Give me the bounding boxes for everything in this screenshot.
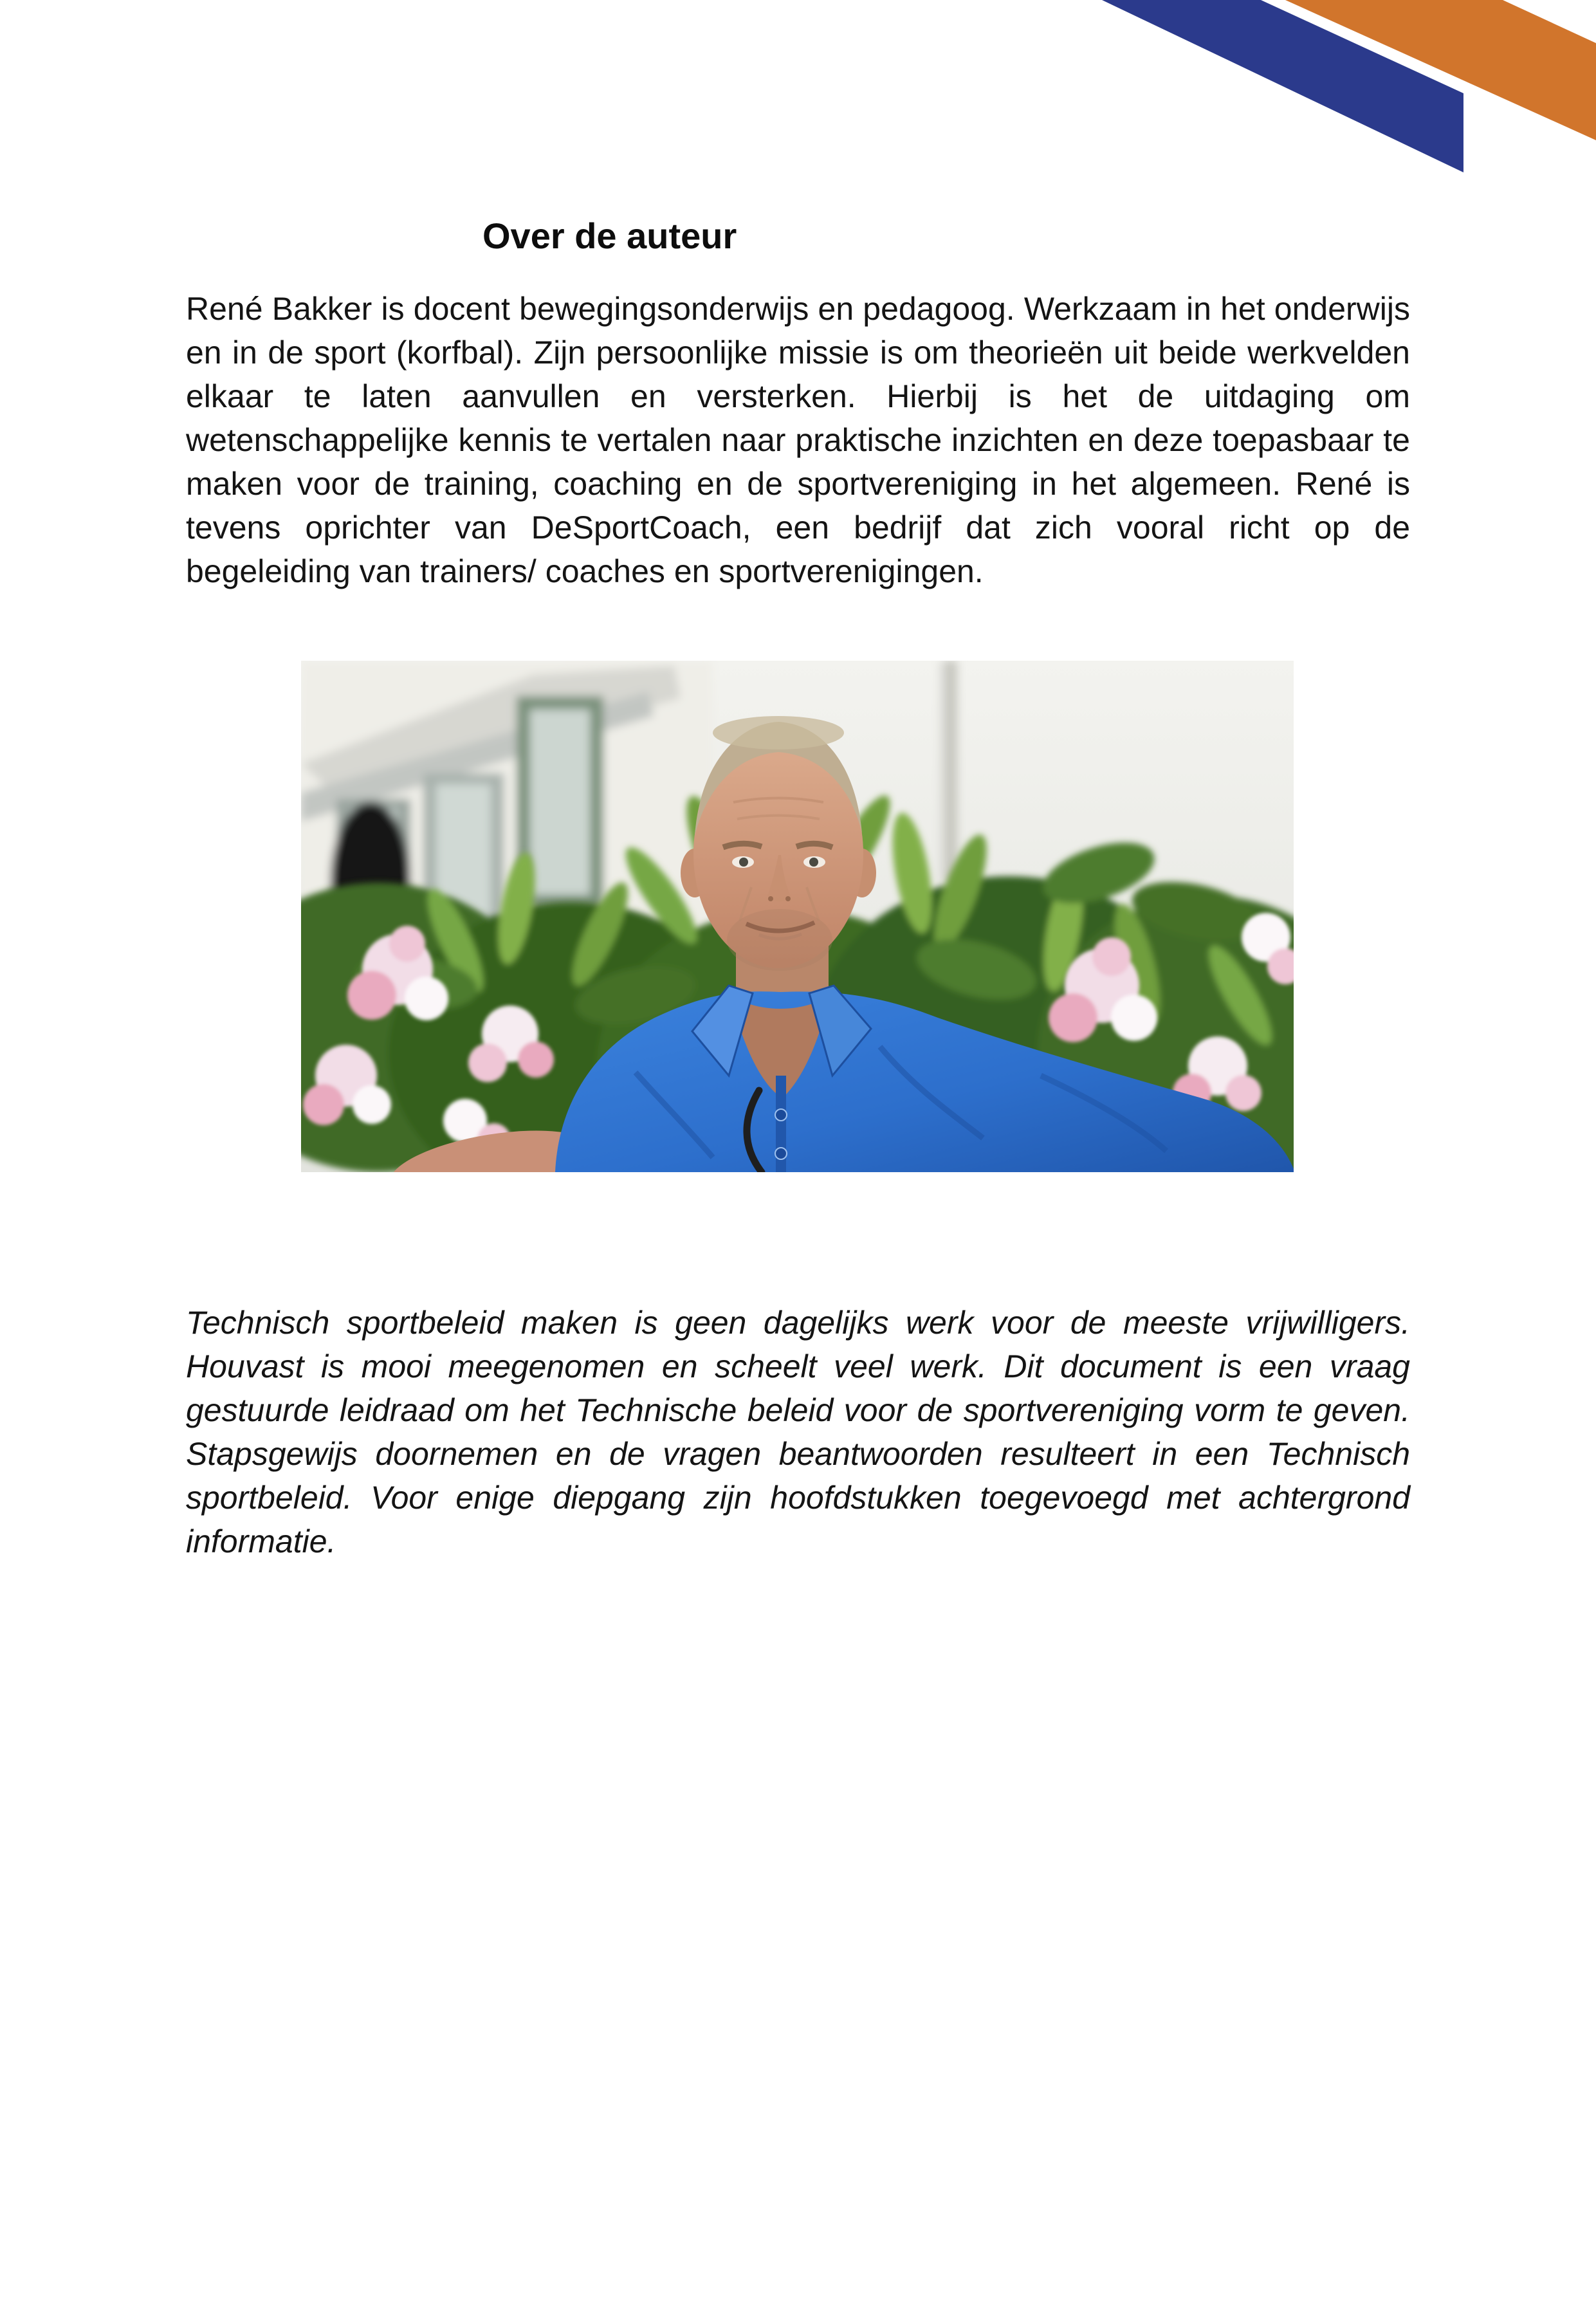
ribbon-orange-stripe xyxy=(1285,0,1596,140)
author-photo-illustration xyxy=(301,661,1294,1172)
author-bio-paragraph: René Bakker is docent bewegingsonderwijs en pedagoog. Werkzaam in het onderwijs en in de sport (korfbal). Zijn persoonlijke missie is om theorieën uit beide werkvelden elkaar te laten aanvullen en versterken. Hierbij is het de uitdaging om wetenschappelijke kennis te vertalen naar praktische inzichten en deze toepasbaar te maken voor de training, coaching en de sportvereniging in het algemeen. René is tevens oprichter van DeSportCoach, een bedrijf dat zich vooral richt op de begeleiding van trainers/ coaches en sportverenigingen. xyxy=(186,291,1410,589)
intro-italic-paragraph: Technisch sportbeleid maken is geen dagelijks werk voor de meeste vrijwilligers. Houvast is mooi meegenomen en scheelt veel werk. Dit document is een vraag gestuurde leidraad om het Technische beleid voor de sportvereniging vorm te geven. Stapsgewijs doornemen en de vragen beantwoorden resulteert in een Technisch sportbeleid. Voor enige diepgang zijn hoofdstukken toegevoegd met achtergrond informatie. xyxy=(186,1305,1410,1559)
corner-ribbon-decoration xyxy=(0,0,1596,193)
ribbon-blue-stripe xyxy=(1102,0,1463,172)
author-photo xyxy=(301,661,1294,1172)
page-title: Over de auteur xyxy=(482,216,737,256)
